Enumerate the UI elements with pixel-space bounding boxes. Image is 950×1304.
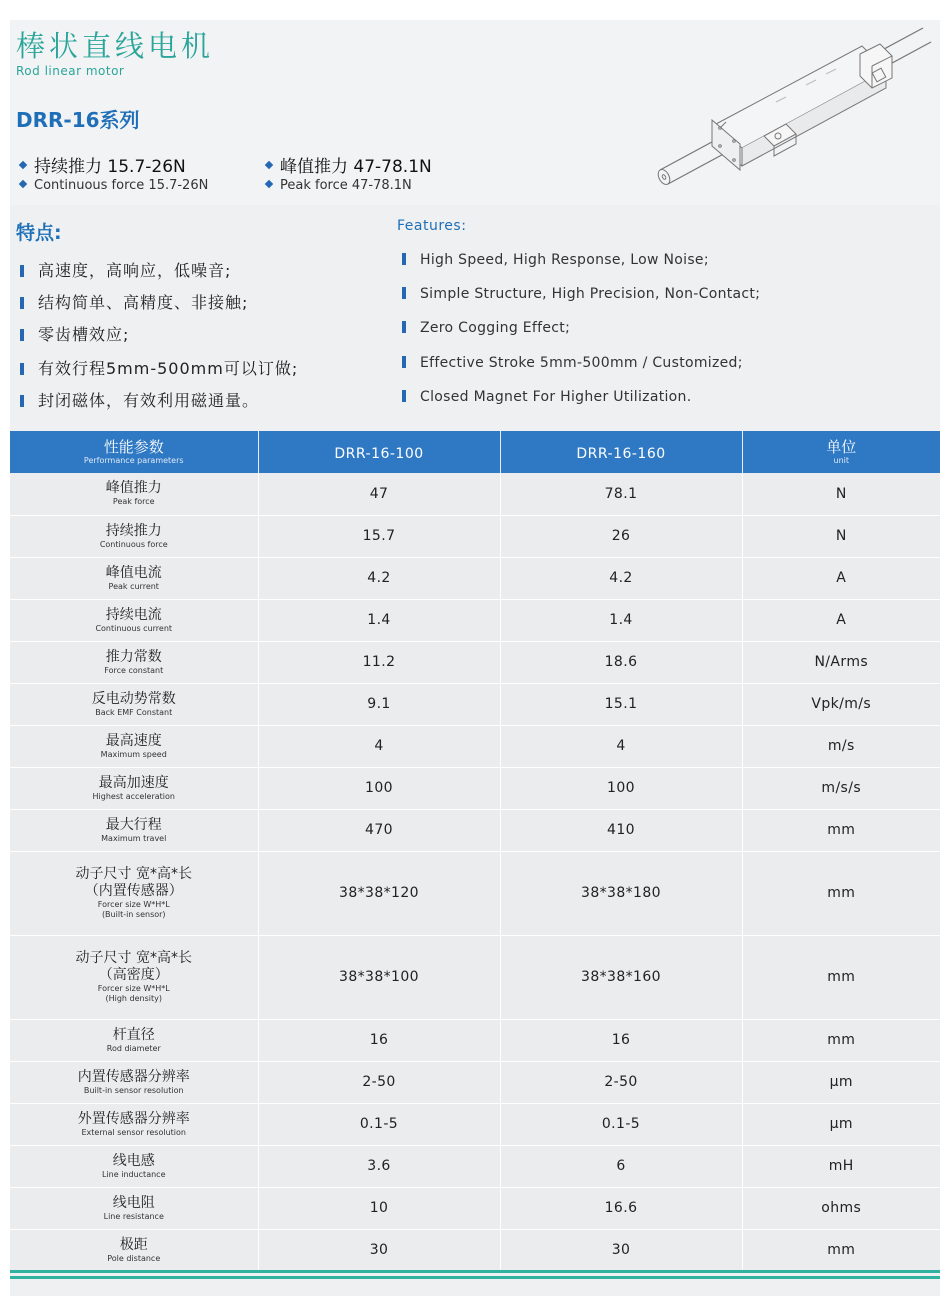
feature-item-cn: 有效行程5mm-500mm可以订做; bbox=[20, 356, 298, 379]
param-cell: 最高加速度 Highest acceleration bbox=[10, 767, 258, 809]
param-cell: 外置传感器分辨率 External sensor resolution bbox=[10, 1103, 258, 1145]
bar-bullet-icon bbox=[20, 395, 24, 407]
diamond-bullet-icon bbox=[265, 161, 273, 169]
unit-cell: mm bbox=[742, 1229, 940, 1271]
page-title: 棒状直线电机 bbox=[16, 29, 215, 63]
value-cell-model-2: 100 bbox=[500, 767, 742, 809]
header-param: 性能参数 Performance parameters bbox=[10, 431, 258, 473]
table-row bbox=[10, 1187, 940, 1229]
param-cell: 极距 Pole distance bbox=[10, 1229, 258, 1271]
footer-rule bbox=[10, 1276, 940, 1279]
bar-bullet-icon bbox=[20, 329, 24, 341]
param-cell: 峰值电流 Peak current bbox=[10, 557, 258, 599]
param-cell: 反电动势常数 Back EMF Constant bbox=[10, 683, 258, 725]
feature-item-en: Zero Cogging Effect; bbox=[402, 320, 570, 336]
value-cell-model-1: 11.2 bbox=[258, 641, 500, 683]
continuous-force-cn: 持续推力 15.7-26N bbox=[34, 157, 186, 177]
unit-cell: mH bbox=[742, 1145, 940, 1187]
feature-item-en: Closed Magnet For Higher Utilization. bbox=[402, 389, 691, 405]
param-cell: 最大行程 Maximum travel bbox=[10, 809, 258, 851]
value-cell-model-1: 3.6 bbox=[258, 1145, 500, 1187]
table-row bbox=[10, 641, 940, 683]
header-model-1: DRR-16-100 bbox=[258, 431, 500, 473]
value-cell-model-1: 4 bbox=[258, 725, 500, 767]
bar-bullet-icon bbox=[20, 297, 24, 309]
param-cell: 持续推力 Continuous force bbox=[10, 515, 258, 557]
table-row bbox=[10, 515, 940, 557]
value-cell-model-1: 470 bbox=[258, 809, 500, 851]
unit-cell: μm bbox=[742, 1061, 940, 1103]
peak-force-spec bbox=[266, 152, 432, 177]
table-row bbox=[10, 473, 940, 515]
header-section bbox=[10, 20, 940, 205]
continuous-force-spec bbox=[20, 152, 186, 177]
param-cell: 杆直径 Rod diameter bbox=[10, 1019, 258, 1061]
value-cell-model-2: 1.4 bbox=[500, 599, 742, 641]
rod-motor-illustration bbox=[636, 24, 936, 200]
table-row bbox=[10, 1103, 940, 1145]
bar-bullet-icon bbox=[402, 287, 406, 299]
table-row bbox=[10, 851, 940, 935]
continuous-force-en-spec bbox=[20, 178, 208, 193]
value-cell-model-2: 410 bbox=[500, 809, 742, 851]
param-cell: 最高速度 Maximum speed bbox=[10, 725, 258, 767]
value-cell-model-2: 38*38*160 bbox=[500, 935, 742, 1019]
unit-cell: Vpk/m/s bbox=[742, 683, 940, 725]
value-cell-model-1: 16 bbox=[258, 1019, 500, 1061]
table-row bbox=[10, 599, 940, 641]
table-body bbox=[10, 473, 940, 1271]
value-cell-model-1: 2-50 bbox=[258, 1061, 500, 1103]
value-cell-model-1: 30 bbox=[258, 1229, 500, 1271]
feature-item-cn: 高速度，高响应，低噪音; bbox=[20, 258, 231, 281]
features-title-en: Features: bbox=[397, 218, 467, 234]
param-cell: 持续电流 Continuous current bbox=[10, 599, 258, 641]
unit-cell: ohms bbox=[742, 1187, 940, 1229]
table-row bbox=[10, 683, 940, 725]
table-row bbox=[10, 809, 940, 851]
diamond-bullet-icon bbox=[19, 161, 27, 169]
value-cell-model-2: 30 bbox=[500, 1229, 742, 1271]
unit-cell: mm bbox=[742, 809, 940, 851]
header-model-2: DRR-16-160 bbox=[500, 431, 742, 473]
param-cell: 推力常数 Force constant bbox=[10, 641, 258, 683]
value-cell-model-1: 4.2 bbox=[258, 557, 500, 599]
table-row bbox=[10, 1229, 940, 1271]
param-cell: 线电阻 Line resistance bbox=[10, 1187, 258, 1229]
series-title: DRR-16系列 bbox=[16, 108, 140, 132]
value-cell-model-2: 2-50 bbox=[500, 1061, 742, 1103]
value-cell-model-1: 10 bbox=[258, 1187, 500, 1229]
table-row bbox=[10, 1145, 940, 1187]
datasheet-page bbox=[10, 20, 940, 1296]
bar-bullet-icon bbox=[402, 321, 406, 333]
footer-rule bbox=[10, 1270, 940, 1273]
unit-cell: N bbox=[742, 515, 940, 557]
param-cell: 动子尺寸 宽*高*长 （内置传感器） Forcer size W*H*L (Built-in sensor) bbox=[10, 851, 258, 935]
value-cell-model-2: 16 bbox=[500, 1019, 742, 1061]
param-cell: 动子尺寸 宽*高*长 （高密度） Forcer size W*H*L (High density) bbox=[10, 935, 258, 1019]
diamond-bullet-icon bbox=[265, 179, 273, 187]
bar-bullet-icon bbox=[20, 363, 24, 375]
value-cell-model-1: 0.1-5 bbox=[258, 1103, 500, 1145]
unit-cell: m/s/s bbox=[742, 767, 940, 809]
bar-bullet-icon bbox=[402, 356, 406, 368]
value-cell-model-1: 1.4 bbox=[258, 599, 500, 641]
value-cell-model-2: 18.6 bbox=[500, 641, 742, 683]
unit-cell: N/Arms bbox=[742, 641, 940, 683]
unit-cell: m/s bbox=[742, 725, 940, 767]
peak-force-cn: 峰值推力 47-78.1N bbox=[280, 157, 432, 177]
table-row bbox=[10, 1019, 940, 1061]
value-cell-model-1: 38*38*100 bbox=[258, 935, 500, 1019]
value-cell-model-2: 15.1 bbox=[500, 683, 742, 725]
table-row bbox=[10, 725, 940, 767]
feature-item-en: Effective Stroke 5mm-500mm / Customized; bbox=[402, 355, 743, 371]
bar-bullet-icon bbox=[402, 253, 406, 265]
header-unit: 单位 unit bbox=[742, 431, 940, 473]
value-cell-model-2: 4 bbox=[500, 725, 742, 767]
feature-item-en: High Speed, High Response, Low Noise; bbox=[402, 252, 709, 268]
value-cell-model-1: 15.7 bbox=[258, 515, 500, 557]
unit-cell: N bbox=[742, 473, 940, 515]
bar-bullet-icon bbox=[20, 265, 24, 277]
feature-item-cn: 结构简单、高精度、非接触; bbox=[20, 290, 248, 313]
value-cell-model-2: 0.1-5 bbox=[500, 1103, 742, 1145]
value-cell-model-1: 100 bbox=[258, 767, 500, 809]
value-cell-model-2: 4.2 bbox=[500, 557, 742, 599]
table-row bbox=[10, 557, 940, 599]
diamond-bullet-icon bbox=[19, 179, 27, 187]
value-cell-model-2: 6 bbox=[500, 1145, 742, 1187]
unit-cell: mm bbox=[742, 851, 940, 935]
features-title-cn: 特点: bbox=[16, 222, 62, 244]
value-cell-model-2: 38*38*180 bbox=[500, 851, 742, 935]
unit-cell: mm bbox=[742, 935, 940, 1019]
feature-item-cn: 封闭磁体，有效利用磁通量。 bbox=[20, 388, 259, 411]
value-cell-model-2: 26 bbox=[500, 515, 742, 557]
table-row bbox=[10, 767, 940, 809]
continuous-force-en: Continuous force 15.7-26N bbox=[34, 178, 209, 193]
unit-cell: A bbox=[742, 599, 940, 641]
feature-item-cn: 零齿槽效应; bbox=[20, 322, 129, 345]
unit-cell: A bbox=[742, 557, 940, 599]
param-cell: 线电感 Line inductance bbox=[10, 1145, 258, 1187]
table-row bbox=[10, 935, 940, 1019]
value-cell-model-1: 47 bbox=[258, 473, 500, 515]
peak-force-en: Peak force 47-78.1N bbox=[280, 178, 412, 193]
peak-force-en-spec bbox=[266, 178, 412, 193]
table-header-row bbox=[10, 431, 940, 473]
param-cell: 峰值推力 Peak force bbox=[10, 473, 258, 515]
page-subtitle: Rod linear motor bbox=[16, 64, 125, 78]
value-cell-model-1: 38*38*120 bbox=[258, 851, 500, 935]
value-cell-model-2: 16.6 bbox=[500, 1187, 742, 1229]
unit-cell: mm bbox=[742, 1019, 940, 1061]
spec-table bbox=[10, 431, 940, 1272]
value-cell-model-2: 78.1 bbox=[500, 473, 742, 515]
unit-cell: μm bbox=[742, 1103, 940, 1145]
feature-item-en: Simple Structure, High Precision, Non-Contact; bbox=[402, 286, 760, 302]
param-cell: 内置传感器分辨率 Built-in sensor resolution bbox=[10, 1061, 258, 1103]
value-cell-model-1: 9.1 bbox=[258, 683, 500, 725]
bar-bullet-icon bbox=[402, 390, 406, 402]
table-row bbox=[10, 1061, 940, 1103]
